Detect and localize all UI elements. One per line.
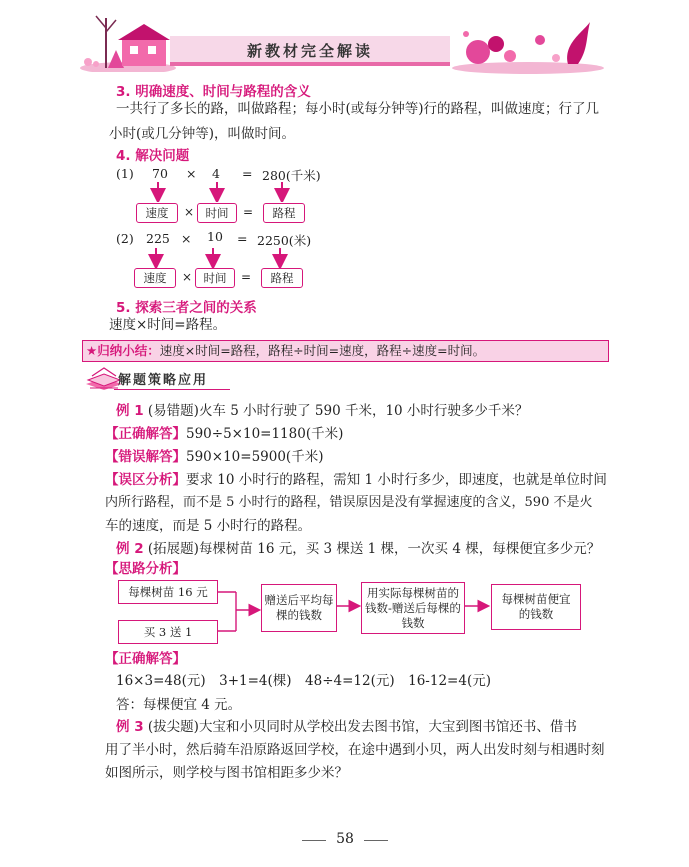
ex2-tag: (拓展题) bbox=[147, 541, 199, 557]
eq2-arrows bbox=[120, 246, 320, 268]
star-icon: ★ bbox=[86, 343, 98, 358]
ex2-calculation: 16×3=48(元) 3+1=4(棵) 48÷4=12(元) 16-12=4(元) bbox=[116, 673, 491, 689]
eq2-time-box: 时间 bbox=[195, 268, 235, 288]
eq2-speed-box: 速度 bbox=[134, 268, 176, 288]
eq1-time-box: 时间 bbox=[197, 203, 237, 223]
footer-dash-left bbox=[302, 840, 326, 841]
ex1-wrong: 590×10=5900(千米) bbox=[186, 449, 324, 465]
ex1-correct: 590÷5×10=1180(千米) bbox=[186, 426, 344, 442]
section-5-heading: 5. 探索三者之间的关系 bbox=[116, 300, 257, 316]
summary-label: 归纳小结： bbox=[97, 343, 160, 358]
header-title: 新教材完全解读 bbox=[246, 42, 373, 60]
eq1-equals: = bbox=[242, 166, 253, 181]
ex2-question-line bbox=[116, 536, 600, 562]
eq2-equals: = bbox=[237, 231, 248, 246]
ex1-question: 火车 5 小时行驶了 590 千米，10 小时行驶多少千米？ bbox=[198, 403, 529, 419]
eq2-distance-value: 2250(米) bbox=[257, 233, 312, 248]
flow-box-price: 每棵树苗 16 元 bbox=[118, 580, 218, 604]
ex1-tag: (易错题) bbox=[147, 403, 199, 419]
eq2-time-value: 10 bbox=[207, 229, 223, 244]
eq1-multiply: × bbox=[186, 166, 197, 181]
section-3-paragraph-line2: 小时(或几分钟等)，叫做时间。 bbox=[109, 126, 296, 142]
ex3-line2: 用了半小时，然后骑车沿原路返回学校，在途中遇到小贝，两人出发时刻与相遇时刻 bbox=[105, 742, 605, 758]
eq2-box-equals: = bbox=[241, 270, 252, 284]
eq2-index: (2) bbox=[116, 231, 134, 246]
ex1-analysis-line2: 内所行路程，而不是 5 小时行的路程，错误原因是没有掌握速度的含义，590 不是火 bbox=[105, 495, 593, 510]
eq1-time-value: 4 bbox=[212, 166, 220, 181]
ex1-analysis-line3: 车的速度，而是 5 小时行的路程。 bbox=[105, 518, 312, 534]
ex2-question: 每棵树苗 16 元，买 3 棵送 1 棵，一次买 4 棵，每棵便宜多少元？ bbox=[198, 541, 601, 557]
eq1-box-equals: = bbox=[243, 205, 254, 219]
house-illustration bbox=[78, 6, 178, 72]
flow-box-average-price: 赠送后平均每棵的钱数 bbox=[261, 584, 337, 632]
ex3-line3: 如图所示，则学校与图书馆相距多少米？ bbox=[105, 765, 348, 781]
eq1-index: (1) bbox=[116, 166, 134, 181]
ex2-label: 例 2 bbox=[116, 541, 144, 557]
section-3-paragraph-line1: 一共行了多长的路，叫做路程；每小时(或每分钟等)行的路程，叫做速度；行了几 bbox=[116, 101, 600, 117]
footer-dash-right bbox=[364, 840, 388, 841]
flower-decoration bbox=[448, 14, 608, 74]
page-number: 58 bbox=[336, 831, 354, 847]
summary-box bbox=[82, 340, 609, 362]
eq2-multiply: × bbox=[181, 231, 192, 246]
eq2-distance-box: 路程 bbox=[261, 268, 303, 288]
ex1-analysis-label: 【误区分析】 bbox=[105, 472, 186, 488]
summary-text: 速度×时间=路程，路程÷时间=速度，路程÷速度=时间。 bbox=[159, 343, 486, 358]
ex1-label: 例 1 bbox=[116, 403, 144, 419]
eq1-speed-box: 速度 bbox=[136, 203, 178, 223]
section-5-text: 速度×时间=路程。 bbox=[109, 317, 227, 333]
section-3-heading: 3. 明确速度、时间与路程的含义 bbox=[116, 84, 311, 100]
eq2-box-multiply: × bbox=[182, 270, 193, 284]
eq1-arrows bbox=[120, 180, 320, 202]
ex2-correct-label: 【正确解答】 bbox=[105, 651, 186, 667]
ex2-answer: 答：每棵便宜 4 元。 bbox=[116, 697, 242, 713]
ex2-thinking-label: 【思路分析】 bbox=[105, 561, 186, 577]
eq1-box-multiply: × bbox=[184, 205, 195, 219]
ex1-analysis-1: 要求 10 小时行的路程，需知 1 小时行多少，即速度，也就是单位时间 bbox=[186, 472, 607, 488]
section-4-heading: 4. 解决问题 bbox=[116, 148, 190, 164]
ex3-text-1: 大宝和小贝同时从学校出发去图书馆，大宝到图书馆还书、借书 bbox=[198, 719, 577, 735]
ex3-label: 例 3 bbox=[116, 719, 144, 735]
ex1-wrong-label: 【错误解答】 bbox=[105, 449, 186, 465]
ex3-tag: (拔尖题) bbox=[147, 719, 199, 735]
flow-box-result: 每棵树苗便宜的钱数 bbox=[491, 584, 581, 630]
eq2-speed-value: 225 bbox=[146, 231, 170, 246]
ex1-correct-label: 【正确解答】 bbox=[105, 426, 186, 442]
page-header bbox=[0, 0, 689, 80]
strategy-underline bbox=[114, 389, 230, 390]
eq1-speed-value: 70 bbox=[152, 166, 168, 181]
strategy-heading: 解题策略应用 bbox=[118, 373, 209, 388]
eq1-distance-box: 路程 bbox=[263, 203, 305, 223]
flow-box-difference: 用实际每棵树苗的钱数-赠送后每棵的钱数 bbox=[361, 582, 465, 634]
eq1-distance-value: 280(千米) bbox=[262, 168, 321, 183]
flow-box-promotion: 买 3 送 1 bbox=[118, 620, 218, 644]
